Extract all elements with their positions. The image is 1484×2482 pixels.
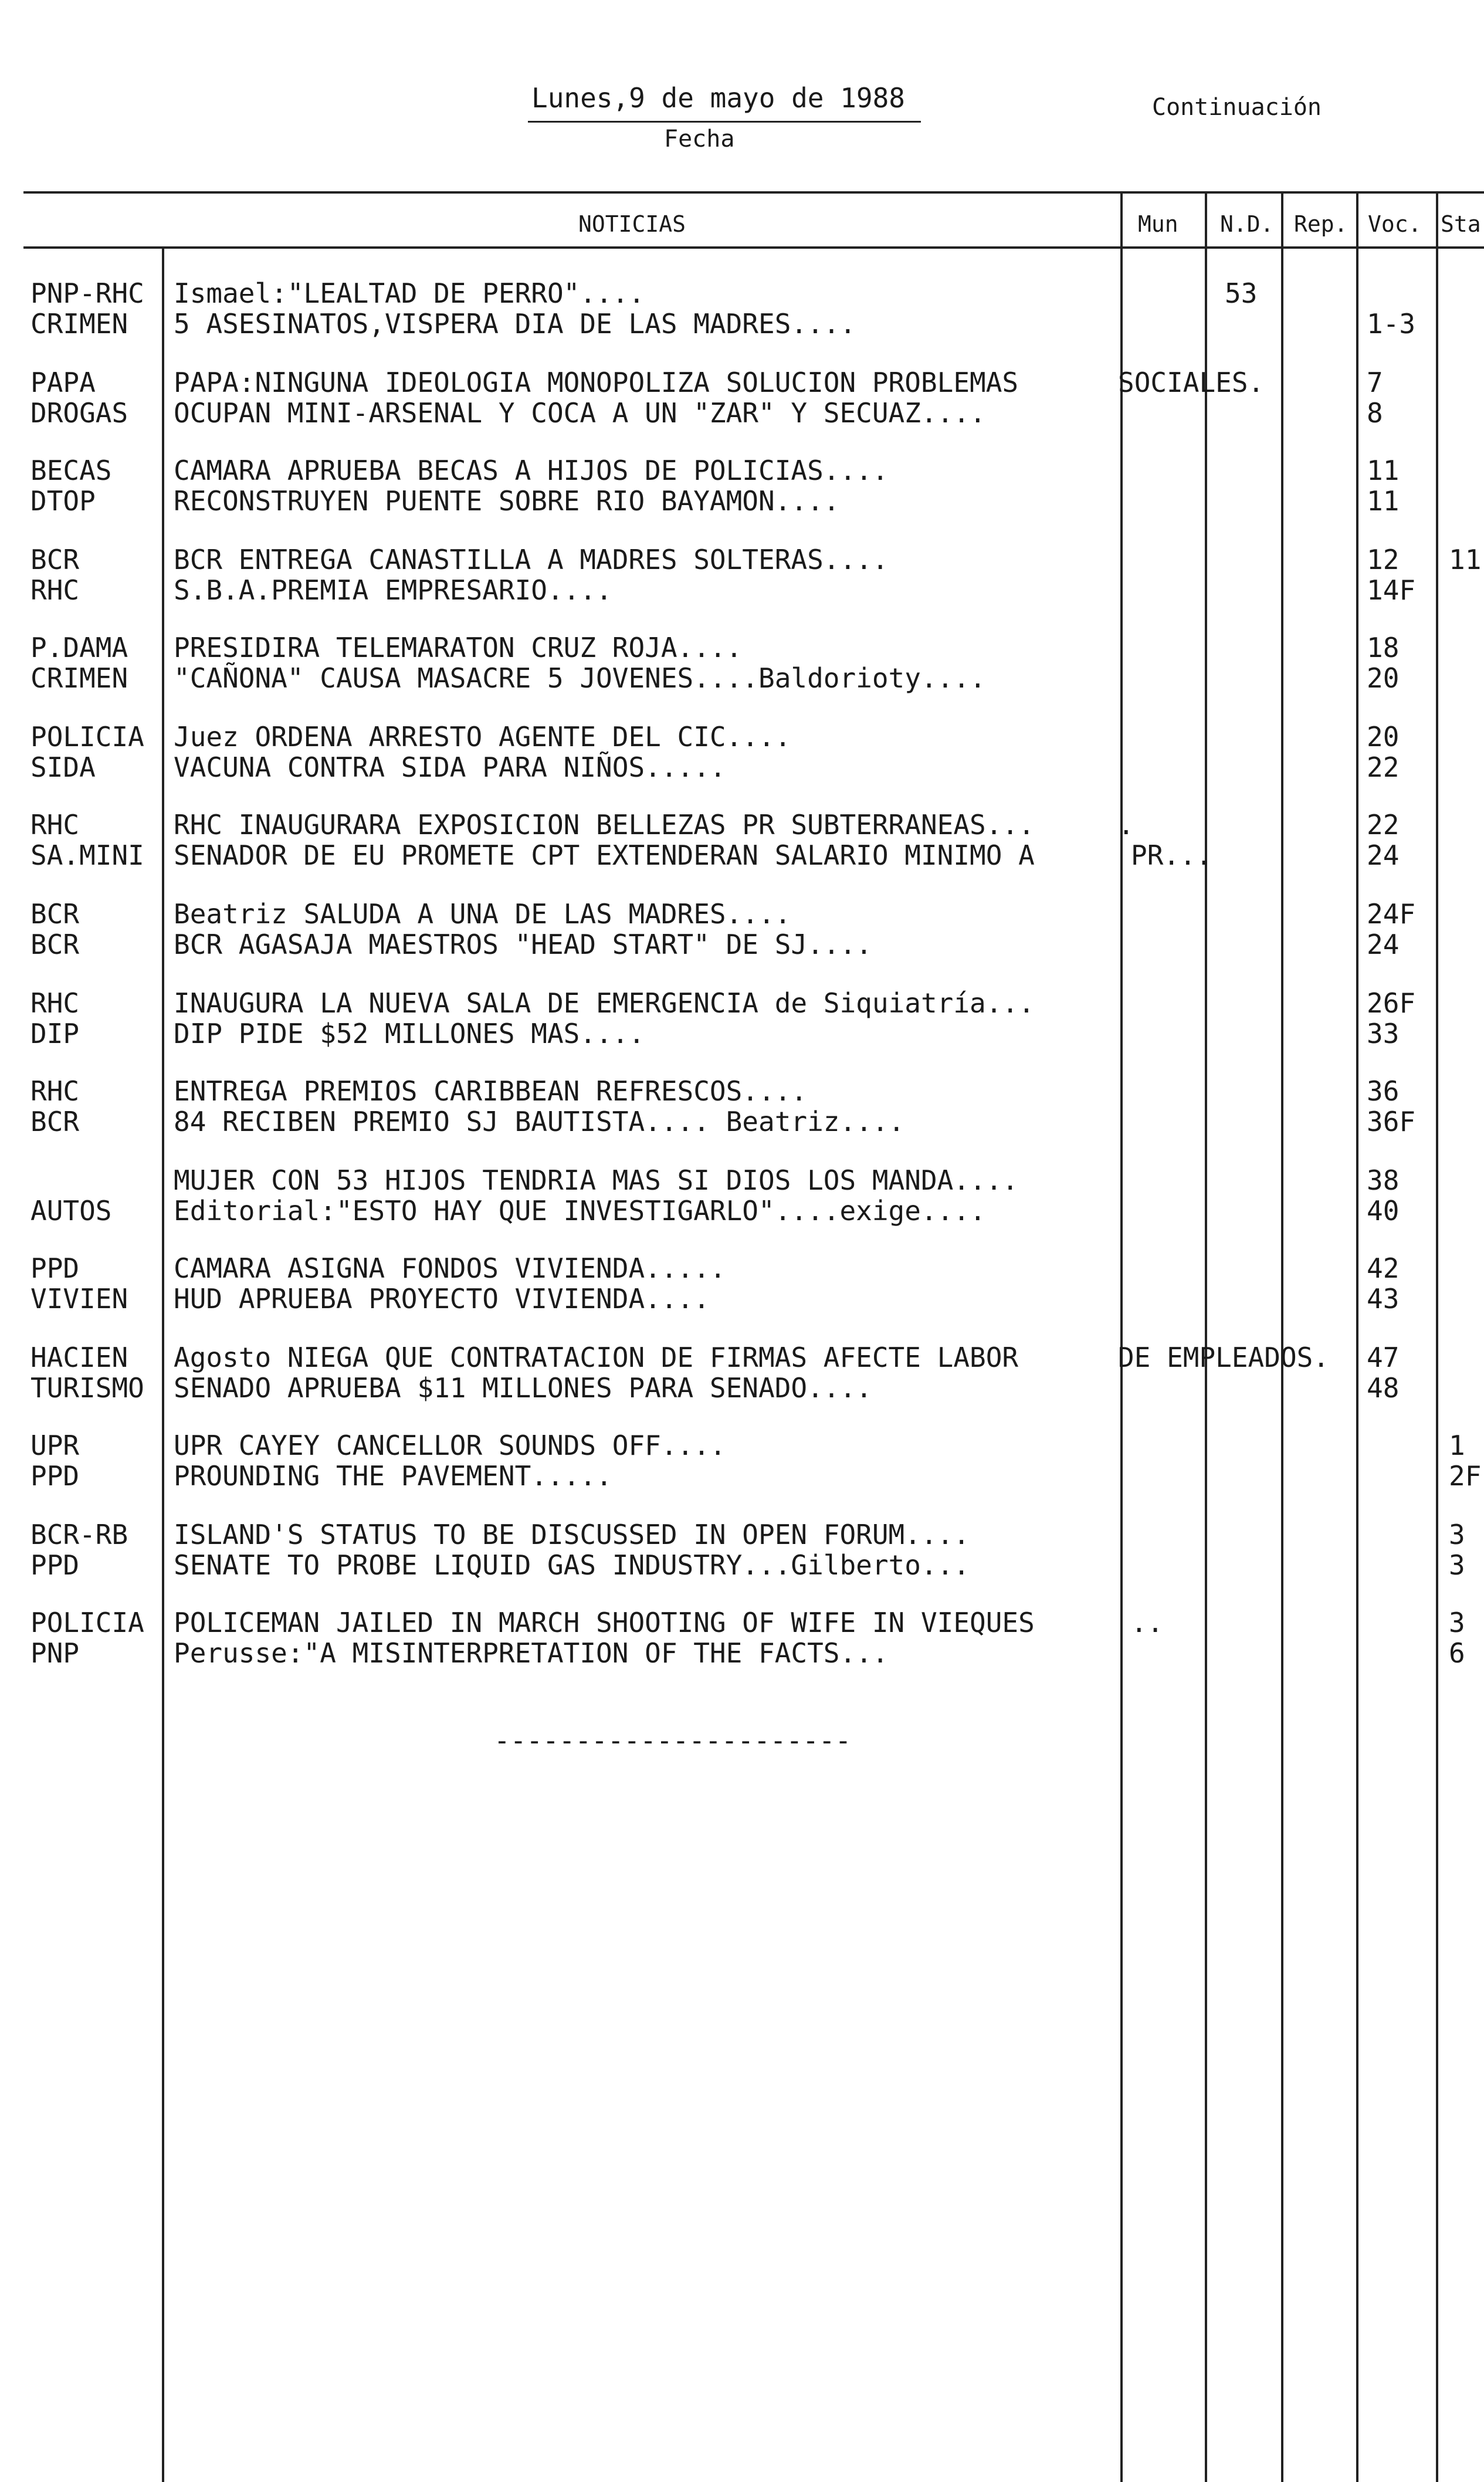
table-row xyxy=(0,988,1484,1018)
row-voc-page: 8 xyxy=(1367,397,1383,429)
row-code: PPD xyxy=(31,1549,80,1581)
table-row xyxy=(0,1253,1484,1284)
row-code: PPD xyxy=(31,1460,80,1492)
table-row xyxy=(0,899,1484,929)
row-headline-overrun: DE EMPLEADOS. xyxy=(1118,1342,1330,1373)
table-row xyxy=(0,486,1484,516)
table-row xyxy=(0,1106,1484,1137)
row-headline: PRESIDIRA TELEMARATON CRUZ ROJA.... xyxy=(174,632,743,663)
row-code: TURISMO xyxy=(31,1372,144,1404)
row-headline: SENADO APRUEBA $11 MILLONES PARA SENADO.... xyxy=(174,1372,872,1404)
column-divider-voc xyxy=(1356,191,1358,2482)
table-row xyxy=(0,840,1484,871)
row-code: PNP-RHC xyxy=(31,277,144,309)
continuation-label: Continuación xyxy=(1152,94,1322,121)
row-voc-page: 26F xyxy=(1367,987,1416,1019)
row-headline: UPR CAYEY CANCELLOR SOUNDS OFF.... xyxy=(174,1430,726,1461)
row-headline: DIP PIDE $52 MILLONES MAS.... xyxy=(174,1018,645,1049)
table-row xyxy=(0,663,1484,693)
row-voc-page: 12 xyxy=(1367,544,1400,575)
row-code: POLICIA xyxy=(31,721,144,753)
row-code: CRIMEN xyxy=(31,308,128,340)
row-headline: RHC INAUGURARA EXPOSICION BELLEZAS PR SUBTERRANEAS... xyxy=(174,809,1035,841)
row-headline: Editorial:"ESTO HAY QUE INVESTIGARLO"....exige.... xyxy=(174,1195,986,1227)
row-headline: 84 RECIBEN PREMIO SJ BAUTISTA.... Beatriz.... xyxy=(174,1106,905,1137)
row-code: AUTOS xyxy=(31,1195,112,1227)
row-headline: PAPA:NINGUNA IDEOLOGIA MONOPOLIZA SOLUCION PROBLEMAS xyxy=(174,367,1019,398)
row-sta-page: 3 xyxy=(1449,1549,1465,1581)
table-row xyxy=(0,398,1484,428)
table-row xyxy=(0,455,1484,486)
row-headline: MUJER CON 53 HIJOS TENDRIA MAS SI DIOS LOS MANDA.... xyxy=(174,1164,1019,1196)
row-voc-page: 40 xyxy=(1367,1195,1400,1227)
row-code: RHC xyxy=(31,987,80,1019)
table-row xyxy=(0,1461,1484,1491)
row-voc-page: 36 xyxy=(1367,1075,1400,1107)
column-divider-rep xyxy=(1281,191,1283,2482)
row-code: BCR xyxy=(31,929,80,960)
table-row xyxy=(0,1638,1484,1668)
table-row xyxy=(0,544,1484,575)
row-voc-page: 43 xyxy=(1367,1283,1400,1315)
table-row xyxy=(0,1550,1484,1580)
table-row xyxy=(0,722,1484,752)
row-voc-page: 24 xyxy=(1367,839,1400,871)
row-voc-page: 24 xyxy=(1367,929,1400,960)
row-headline: SENADOR DE EU PROMETE CPT EXTENDERAN SALARIO MINIMO A xyxy=(174,839,1035,871)
row-voc-page: 20 xyxy=(1367,662,1400,694)
table-row xyxy=(0,1018,1484,1049)
row-code: RHC xyxy=(31,1075,80,1107)
row-voc-page: 7 xyxy=(1367,367,1383,398)
row-headline: CAMARA APRUEBA BECAS A HIJOS DE POLICIAS.... xyxy=(174,455,889,486)
table-row xyxy=(0,810,1484,840)
column-divider-nd xyxy=(1205,191,1207,2482)
row-headline: PROUNDING THE PAVEMENT..... xyxy=(174,1460,612,1492)
row-headline: SENATE TO PROBE LIQUID GAS INDUSTRY...Gilberto... xyxy=(174,1549,970,1581)
row-headline: ISLAND'S STATUS TO BE DISCUSSED IN OPEN FORUM.... xyxy=(174,1519,970,1550)
row-code: BCR xyxy=(31,1106,80,1137)
table-top-rule xyxy=(23,191,1484,194)
row-code: BCR xyxy=(31,544,80,575)
column-divider-mun xyxy=(1120,191,1123,2482)
date-caption: Fecha xyxy=(664,126,735,153)
table-header-rule xyxy=(23,246,1484,249)
row-sta-page: 3 xyxy=(1449,1519,1465,1550)
table-row xyxy=(0,929,1484,960)
row-headline: VACUNA CONTRA SIDA PARA NIÑOS..... xyxy=(174,751,726,783)
row-code: P.DAMA xyxy=(31,632,128,663)
row-voc-page: 14F xyxy=(1367,574,1416,606)
row-code: RHC xyxy=(31,809,80,841)
row-headline: INAUGURA LA NUEVA SALA DE EMERGENCIA de Siquiatría... xyxy=(174,987,1035,1019)
row-code: SIDA xyxy=(31,751,96,783)
row-voc-page: 1-3 xyxy=(1367,308,1416,340)
table-row xyxy=(0,632,1484,663)
date-line: Lunes,9 de mayo de 1988 xyxy=(531,82,905,114)
row-code: PNP xyxy=(31,1637,80,1669)
column-header-nd: N.D. xyxy=(1220,211,1274,237)
row-code: BECAS xyxy=(31,455,112,486)
row-headline: OCUPAN MINI-ARSENAL Y COCA A UN "ZAR" Y SECUAZ.... xyxy=(174,397,986,429)
row-code: DIP xyxy=(31,1018,80,1049)
column-divider-sta xyxy=(1436,191,1438,2482)
row-sta-page: 2F xyxy=(1449,1460,1482,1492)
table-row xyxy=(0,1519,1484,1550)
row-code: VIVIEN xyxy=(31,1283,128,1315)
row-nd-page: 53 xyxy=(1225,277,1258,309)
row-voc-page: 36F xyxy=(1367,1106,1416,1137)
row-voc-page: 38 xyxy=(1367,1164,1400,1196)
row-code: HACIEN xyxy=(31,1342,128,1373)
column-header-mun: Mun xyxy=(1138,211,1178,237)
row-headline: POLICEMAN JAILED IN MARCH SHOOTING OF WIFE IN VIEQUES xyxy=(174,1607,1035,1638)
row-code: POLICIA xyxy=(31,1607,144,1638)
row-headline-overrun: . xyxy=(1118,809,1134,841)
date-underline xyxy=(528,121,921,123)
row-voc-page: 11 xyxy=(1367,485,1400,517)
row-code: BCR xyxy=(31,898,80,930)
row-headline: S.B.A.PREMIA EMPRESARIO.... xyxy=(174,574,612,606)
column-header-noticias: NOTICIAS xyxy=(578,211,686,237)
row-headline: Juez ORDENA ARRESTO AGENTE DEL CIC.... xyxy=(174,721,791,753)
row-voc-page: 48 xyxy=(1367,1372,1400,1404)
row-code: DTOP xyxy=(31,485,96,517)
row-headline: 5 ASESINATOS,VISPERA DIA DE LAS MADRES.... xyxy=(174,308,856,340)
row-headline-overrun: .. xyxy=(1131,1607,1164,1638)
row-headline-overrun: SOCIALES. xyxy=(1118,367,1265,398)
table-row xyxy=(0,1430,1484,1461)
column-header-sta: Sta xyxy=(1441,211,1481,237)
row-headline: HUD APRUEBA PROYECTO VIVIENDA.... xyxy=(174,1283,710,1315)
table-row xyxy=(0,1373,1484,1403)
row-code: UPR xyxy=(31,1430,80,1461)
row-headline: "CAÑONA" CAUSA MASACRE 5 JOVENES....Baldorioty.... xyxy=(174,662,986,694)
row-sta-page: 1 xyxy=(1449,1430,1465,1461)
table-row xyxy=(0,575,1484,605)
row-headline: BCR AGASAJA MAESTROS "HEAD START" DE SJ.... xyxy=(174,929,872,960)
row-headline: Beatriz SALUDA A UNA DE LAS MADRES.... xyxy=(174,898,791,930)
row-code: SA.MINI xyxy=(31,839,144,871)
table-row xyxy=(0,1607,1484,1638)
row-code: BCR-RB xyxy=(31,1519,128,1550)
row-voc-page: 24F xyxy=(1367,898,1416,930)
table-row xyxy=(0,309,1484,339)
row-sta-page: 3 xyxy=(1449,1607,1465,1638)
table-row xyxy=(0,1076,1484,1106)
row-headline: ENTREGA PREMIOS CARIBBEAN REFRESCOS.... xyxy=(174,1075,808,1107)
row-sta-page: 6 xyxy=(1449,1637,1465,1669)
row-voc-page: 33 xyxy=(1367,1018,1400,1049)
table-row xyxy=(0,1342,1484,1373)
row-code: CRIMEN xyxy=(31,662,128,694)
row-code: RHC xyxy=(31,574,80,606)
row-voc-page: 22 xyxy=(1367,809,1400,841)
row-headline: RECONSTRUYEN PUENTE SOBRE RIO BAYAMON.... xyxy=(174,485,840,517)
table-row xyxy=(0,278,1484,309)
row-voc-page: 11 xyxy=(1367,455,1400,486)
table-row xyxy=(0,752,1484,783)
column-header-voc: Voc. xyxy=(1368,211,1422,237)
table-row xyxy=(0,1196,1484,1226)
row-code: PAPA xyxy=(31,367,96,398)
row-headline: CAMARA ASIGNA FONDOS VIVIENDA..... xyxy=(174,1252,726,1284)
row-voc-page: 47 xyxy=(1367,1342,1400,1373)
row-headline: Perusse:"A MISINTERPRETATION OF THE FACTS... xyxy=(174,1637,889,1669)
row-headline: BCR ENTREGA CANASTILLA A MADRES SOLTERAS.... xyxy=(174,544,889,575)
row-code: DROGAS xyxy=(31,397,128,429)
table-row xyxy=(0,367,1484,398)
row-headline-overrun: PR... xyxy=(1131,839,1212,871)
row-headline: Agosto NIEGA QUE CONTRATACION DE FIRMAS AFECTE LABOR xyxy=(174,1342,1019,1373)
row-code: PPD xyxy=(31,1252,80,1284)
end-of-list-dashes: ---------------------- xyxy=(494,1725,852,1756)
row-voc-page: 20 xyxy=(1367,721,1400,753)
row-voc-page: 22 xyxy=(1367,751,1400,783)
table-row xyxy=(0,1165,1484,1196)
row-voc-page: 42 xyxy=(1367,1252,1400,1284)
row-headline: Ismael:"LEALTAD DE PERRO".... xyxy=(174,277,645,309)
row-sta-page: 11 xyxy=(1449,544,1482,575)
row-voc-page: 18 xyxy=(1367,632,1400,663)
column-header-rep: Rep. xyxy=(1294,211,1348,237)
table-row xyxy=(0,1284,1484,1314)
